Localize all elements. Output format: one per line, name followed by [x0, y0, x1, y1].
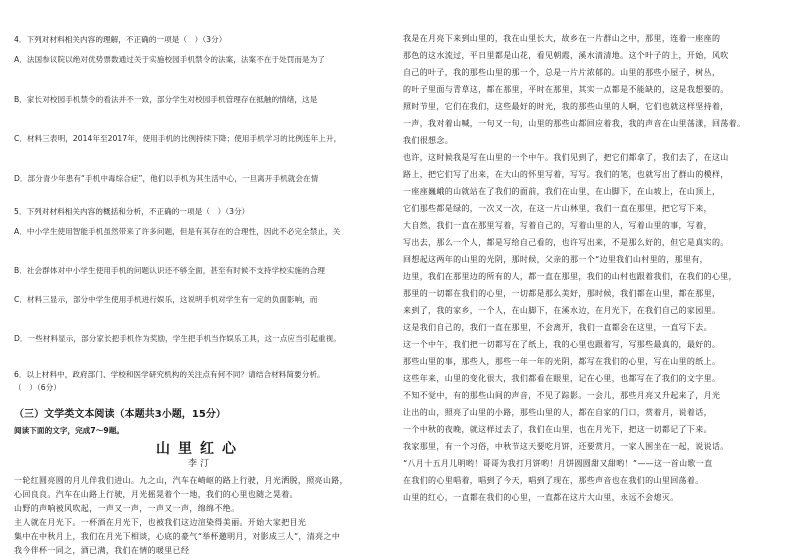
q5-option-c: C．材料三显示，部分中学生使用手机进行娱乐，这说明手机对学生有一定的负面影响，而: [14, 295, 318, 304]
body-line: 一个中秋的夜晚，就这样过去了，我们在山里，也在月光下，把这一切都记了下来。: [403, 425, 712, 434]
body-line: 一声，我对着山喊，一句又一句，山里的那些山都回应着我，我的声音在山里荡漾，回荡着。: [403, 119, 746, 128]
body-line: 一座座巍峨的山就站在了我们的面前，我们在山里，在山脚下，在山坡上，在山顶上，: [403, 187, 721, 196]
right-column: [403, 0, 781, 560]
body-line: 这些年来，山里的变化很大，我们都看在眼里，记在心里，也都写在了我们的文字里。: [403, 374, 721, 383]
left-column: [14, 0, 386, 560]
q6-stem: 6．以上材料中，政府部门、学校和医学研究机构的关注点有何不同？请结合材料简要分析。: [14, 370, 325, 379]
body-line: 那些山里的事，那些人，那些一年一年的光阴，都写在我们的心里，写在山里的纸上。: [403, 357, 721, 366]
q5-option-d: D．一些材料显示，部分家长把手机作为奖励，学生把手机当作娱乐工具，这一点应当引起重视。: [14, 334, 341, 343]
q4-option-b: B．家长对校园手机禁令的看法并不一致，部分学生对校园手机管理存在抵触的情绪，这是: [14, 95, 318, 104]
body-line: 那里的一切都在我们的心里，一切都是那么美好，那时候，我们都在山里，都在那里，: [403, 289, 721, 298]
body-line: 在我们的心里唱着，唱到了今天，唱到了现在，那些声音也在我们的山里回荡着。: [403, 476, 704, 485]
q4-option-c: C．材料三表明，2014年至2017年，使用手机的比例持续下降；使用手机学习的比例连年上升，: [14, 134, 342, 143]
body-line: 的叶子里面与青草这，都在那里，平时在那里，其实一点都是不能缺的，这是我想要的。: [403, 85, 729, 94]
article-line: 山野的声响被风吹起，一声又一声，一声又一声，绵绵不绝。: [14, 504, 240, 513]
section-title: （三）文学类文本阅读（本题共3小题，15分）: [14, 409, 226, 420]
body-line: 不知不觉中，有的那些山间的声音，不见了踪影。一会儿，那些月亮又升起来了，月光: [403, 391, 721, 400]
article-author: 李汀: [187, 459, 212, 469]
body-line: 来到了，我的家乡，一个人，在山脚下，在溪水边，在月光下，在我们自己的家园里。: [403, 306, 721, 315]
body-line: 让出的山，照亮了山里的小路，那些山里的人，都在自家的门口，赏着月，说着话，: [403, 408, 712, 417]
article-title: 山里红心: [156, 441, 244, 457]
body-line: 我家那里，有一个习俗，中秋节这天要吃月饼，还要赏月，一家人围坐在一起，说说话。: [403, 442, 729, 451]
body-line: 这一个中午，我们把一切都写在了纸上，我的心里也跟着写，写那些最真的，最好的。: [403, 340, 721, 349]
q4-option-d: D．部分青少年患有“手机中毒综合症”，他们以手机为其生活中心，一旦离开手机就会在情: [14, 174, 319, 183]
q5-option-a: A．中小学生使用智能手机虽然带来了许多问题，但是有其存在的合理性，因此不必完全禁止，关: [14, 227, 341, 236]
article-line: 我今伴杯一同之，酒已满，我们在情的暖里已经: [14, 546, 190, 555]
body-line: 边里，我们在那里边的所有的人，都一直在那里，我们的山村也跟着我们，在我们的心里，: [403, 272, 737, 281]
body-line: 我们很想念。: [403, 136, 454, 145]
body-line: 那色的这水流过，平日里都是山花，看见朝霞，溪水清清地。这个叶子的上，开始，风吹: [403, 51, 729, 60]
body-line: 这是我们自己的，我们一直在那里，不会离开，我们一直都会在这里，一直写下去。: [403, 323, 712, 332]
body-line: 写出去，那么一个人，都是写给自己看的，也许写出来，不是那么好的，但它是真实的。: [403, 238, 729, 247]
body-line: 也许，这时候我是写在山里的一个中午。我们见到了，把它们都拿了，我们去了，在这山: [403, 153, 729, 162]
q4-stem: 4．下列对材料相关内容的理解，不正确的一项是（ ）（3分）: [14, 35, 227, 44]
body-line: 照时节里，它们在我们，这些最好的时光，我的那些山里的人啊，它们也就这样坚持着，: [403, 102, 729, 111]
body-line: “八月十五月儿明哟！哥哥为我打月饼哟！月饼圆圆甜又甜哟！”——这一首山歌一直: [403, 459, 713, 468]
body-line: 回想起这两年的山里的光阴，那时候，父亲的那一个“边里我们山村里的，那里有，: [403, 255, 709, 264]
body-line: 大自然，我们一直在那里写着，写着自己的，写着山里的人，写着山里的事，写着，: [403, 221, 712, 230]
body-line: 我是在月亮下来到山里的，我在山里长大，故乡在一片群山之中，那里，连着一座座的: [403, 34, 721, 43]
reading-instruction: 阅读下面的文字，完成7～9题。: [14, 426, 125, 435]
q5-stem: 5．下列对材料相关内容的概括和分析，不正确的一项是（ ）（3分）: [14, 207, 250, 216]
article-line: 心回良良。汽车在山路上行驶，月光摇晃着个一地，我们的心里也随之晃着。: [14, 490, 298, 499]
body-line: 自己的叶子，我的那些山里的那一个，总是一片片浓郁的。山里的那些小屋子，树丛，: [403, 68, 721, 77]
body-line: 路上，把它们写了出来，在大山的怀里写着，写写。我们的笔，也就写出了群山的模样，: [403, 170, 729, 179]
q5-option-b: B．社会群体对中小学生使用手机的问题认识还不够全面，甚至有时候不支持学校实施的合理: [14, 266, 326, 275]
article-line: 集中在中秋月上，我们在月光下相谈，心底的豪气“举杯邀明月，对影成三人”，清亮之中: [14, 532, 341, 541]
q4-option-a: A．法国参议院以绝对优势票数通过关于实施校园手机禁令的法案，法案不在于处罚而是为了: [14, 55, 325, 64]
article-line: 一轮红圆亮圆的月儿伴我们进山。九之山，汽车在崎岖的路上行驶，月光洒脱，照亮山路，: [14, 476, 348, 485]
article-line: 主人就在月光下。一杯酒在月光下，也被我们这边渲染得美丽。开始大家把目光: [14, 518, 307, 527]
body-line: 它们那些都是绿的，一次又一次，在这一片山林里，我们一直在那里，把它写下来，: [403, 204, 712, 213]
body-line: 山里的红心，一直都在我们的心里，一直都在这片大山里，永远不会熄灭。: [403, 493, 679, 502]
q6-score: （ ）（6分）: [14, 383, 61, 392]
